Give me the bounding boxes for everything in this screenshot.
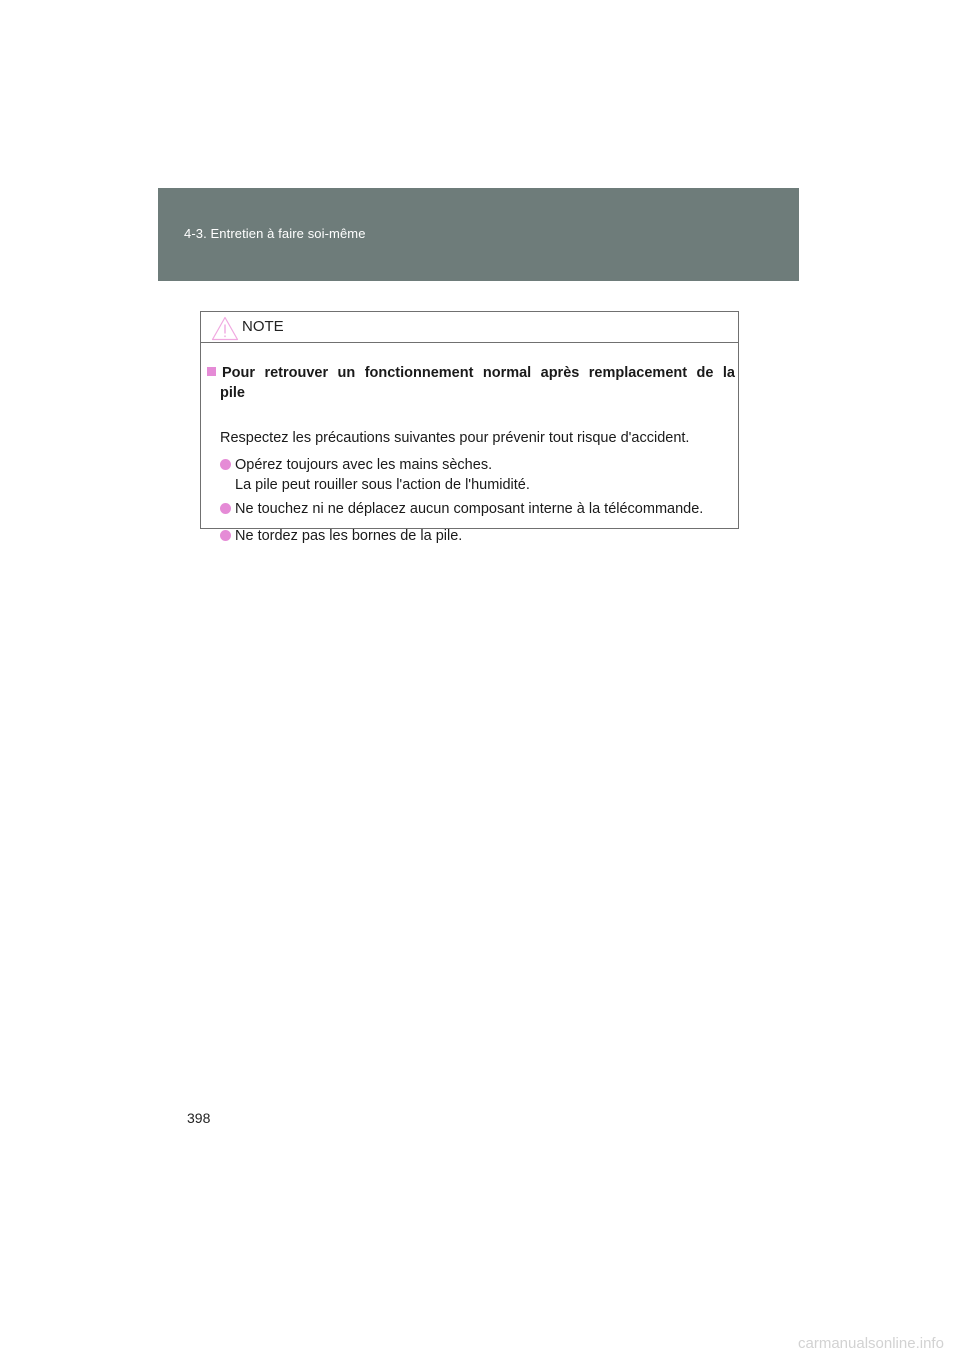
watermark: carmanualsonline.info (798, 1335, 944, 1352)
heading-line-2: pile (220, 385, 245, 401)
heading-line-1 (207, 363, 735, 383)
round-bullet-icon (220, 459, 231, 470)
heading-word: fonctionnement (364, 365, 474, 381)
heading-word: après (540, 365, 580, 381)
list-item (220, 499, 703, 519)
warning-triangle-icon (211, 316, 239, 341)
round-bullet-icon (220, 503, 231, 514)
heading-word: remplacement (588, 365, 688, 381)
round-bullet-icon (220, 530, 231, 541)
heading-word-text: Pour (222, 365, 256, 381)
page-number: 398 (187, 1110, 211, 1126)
square-bullet-icon (207, 367, 216, 376)
heading-word: normal (482, 365, 532, 381)
note-heading (207, 363, 735, 403)
list-item-text: Opérez toujours avec les mains sèches. (235, 457, 493, 473)
note-box (200, 311, 739, 544)
list-item (220, 526, 462, 546)
note-label: NOTE (242, 318, 284, 335)
heading-word: de (696, 365, 714, 381)
section-title: 4-3. Entretien à faire soi-même (184, 226, 366, 241)
heading-word (207, 363, 255, 383)
heading-word: retrouver (264, 365, 329, 381)
note-header (201, 312, 738, 343)
list-item-text: Ne tordez pas les bornes de la pile. (235, 528, 463, 544)
list-item-subtext: La pile peut rouiller sous l'action de l'humidité. (235, 477, 530, 493)
heading-word: la (722, 365, 735, 381)
heading-word: un (337, 365, 356, 381)
note-intro: Respectez les précautions suivantes pour prévenir tout risque d'accident. (220, 430, 690, 446)
list-item-text: Ne touchez ni ne déplacez aucun composant interne à la télécommande. (235, 501, 704, 517)
header-band (158, 188, 799, 281)
list-item (220, 455, 530, 495)
